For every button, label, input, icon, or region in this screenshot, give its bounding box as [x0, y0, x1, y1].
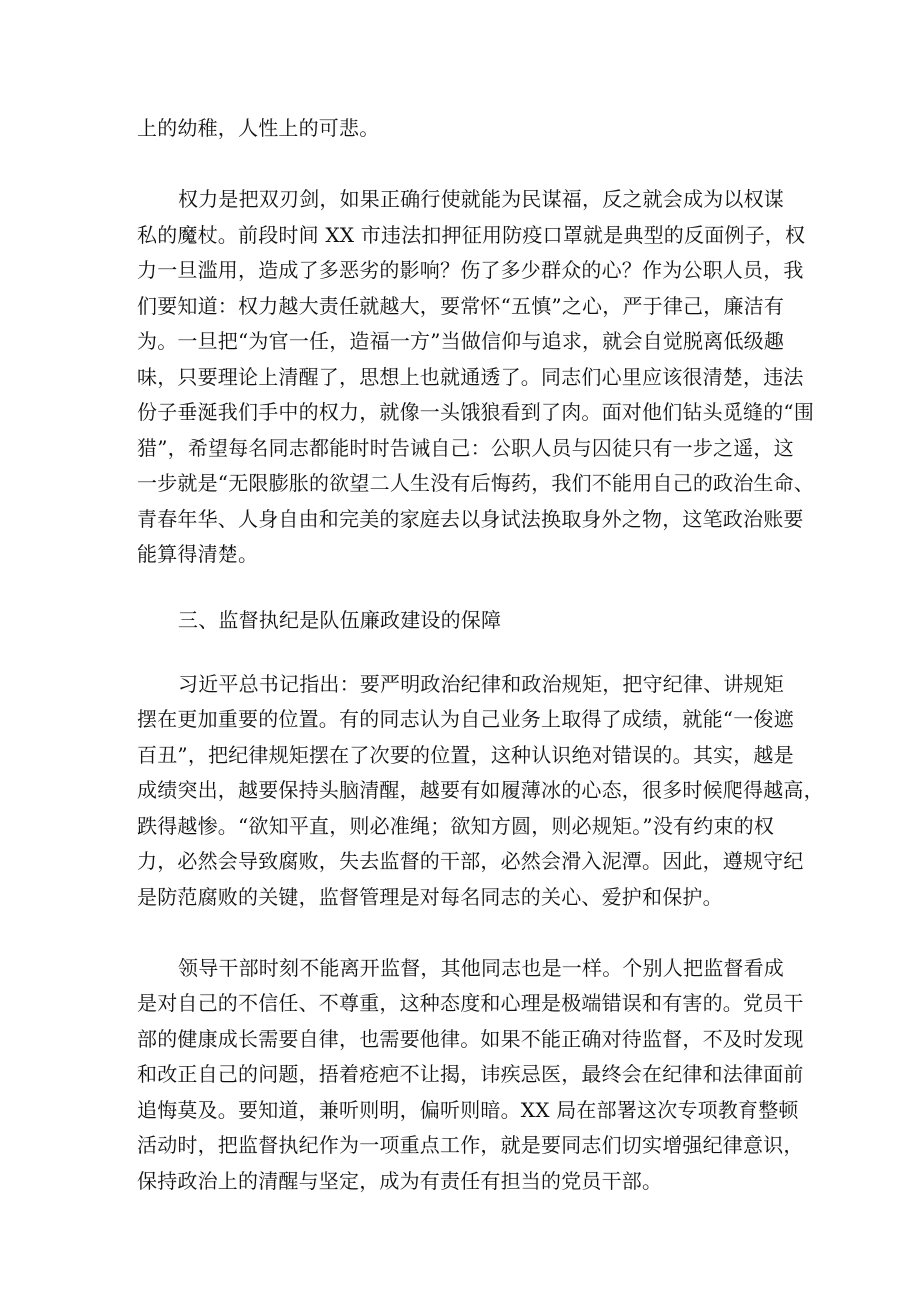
paragraph-line: 习近平总书记指出：要严明政治纪律和政治规矩，把守纪律、讲规矩	[178, 672, 784, 696]
paragraph-line: 为。一旦把“为官一任，造福一方”当做信仰与追求，就会自觉脱离低级趣	[137, 329, 785, 353]
paragraph-line: 成绩突出，越要保持头脑清醒，越要有如履薄冰的心态，很多时候爬得越高，	[137, 778, 824, 802]
paragraph-line: 摆在更加重要的位置。有的同志认为自己业务上取得了成绩，就能“一俊遮	[137, 707, 794, 731]
paragraph-line: 领导干部时刻不能离开监督，其他同志也是一样。个别人把监督看成	[178, 956, 784, 980]
paragraph-line: 私的魔杖。前段时间 XX 市违法扣押征用防疫口罩就是典型的反面例子，权	[137, 223, 806, 247]
paragraph-line: 们要知道：权力越大责任就越大，要常怀“五慎”之心，严于律己，廉洁有	[137, 294, 785, 318]
paragraph-line: 百丑”，把纪律规矩摆在了次要的位置，这种认识绝对错误的。其实，越是	[137, 743, 794, 767]
paragraph-line: 追悔莫及。要知道，兼听则明，偏听则暗。XX 局在部署这次专项教育整顿	[137, 1098, 799, 1122]
paragraph-line: 部的健康成长需要自律，也需要他律。如果不能正确对待监督，不及时发现	[137, 1027, 804, 1051]
paragraph-line: 份子垂涎我们手中的权力，就像一头饿狼看到了肉。面对他们钻头觅缝的“围	[137, 400, 815, 424]
paragraph-line: 上的幼稚，人性上的可悲。	[137, 116, 380, 140]
paragraph-line: 活动时，把监督执纪作为一项重点工作，就是要同志们切实增强纪律意识，	[137, 1133, 804, 1157]
paragraph-line: 和改正自己的问题，捂着疮疤不让揭，讳疾忌医，最终会在纪律和法律面前	[137, 1062, 804, 1086]
paragraph-line: 猎”，希望每名同志都能时时告诫自己：公职人员与囚徒只有一步之遥，这	[137, 436, 794, 460]
paragraph-line: 青春年华、人身自由和完美的家庭去以身试法换取身外之物，这笔政治账要	[137, 507, 804, 531]
paragraph-line: 味，只要理论上清醒了，思想上也就通透了。同志们心里应该很清楚，违法	[137, 365, 804, 389]
paragraph-line: 力，必然会导致腐败，失去监督的干部，必然会滑入泥潭。因此，遵规守纪	[137, 849, 804, 873]
paragraph-line: 是防范腐败的关键，监督管理是对每名同志的关心、爱护和保护。	[137, 885, 723, 909]
section-heading: 三、监督执纪是队伍廉政建设的保障	[178, 608, 502, 632]
paragraph-line: 权力是把双刃剑，如果正确行使就能为民谋福，反之就会成为以权谋	[178, 187, 784, 211]
paragraph-line: 保持政治上的清醒与坚定，成为有责任有担当的党员干部。	[137, 1169, 663, 1193]
paragraph-line: 是对自己的不信任、不尊重，这种态度和心理是极端错误和有害的。党员干	[137, 991, 804, 1015]
paragraph-line: 力一旦滥用，造成了多恶劣的影响？伤了多少群众的心？作为公职人员，我	[137, 258, 804, 282]
paragraph-line: 能算得清楚。	[137, 542, 259, 566]
paragraph-line: 跌得越惨。“欲知平直，则必准绳；欲知方圆，则必规矩。”没有约束的权	[137, 814, 775, 838]
paragraph-line: 一步就是“无限膨胀的欲望二人生没有后悔药，我们不能用自己的政治生命、	[137, 471, 815, 495]
